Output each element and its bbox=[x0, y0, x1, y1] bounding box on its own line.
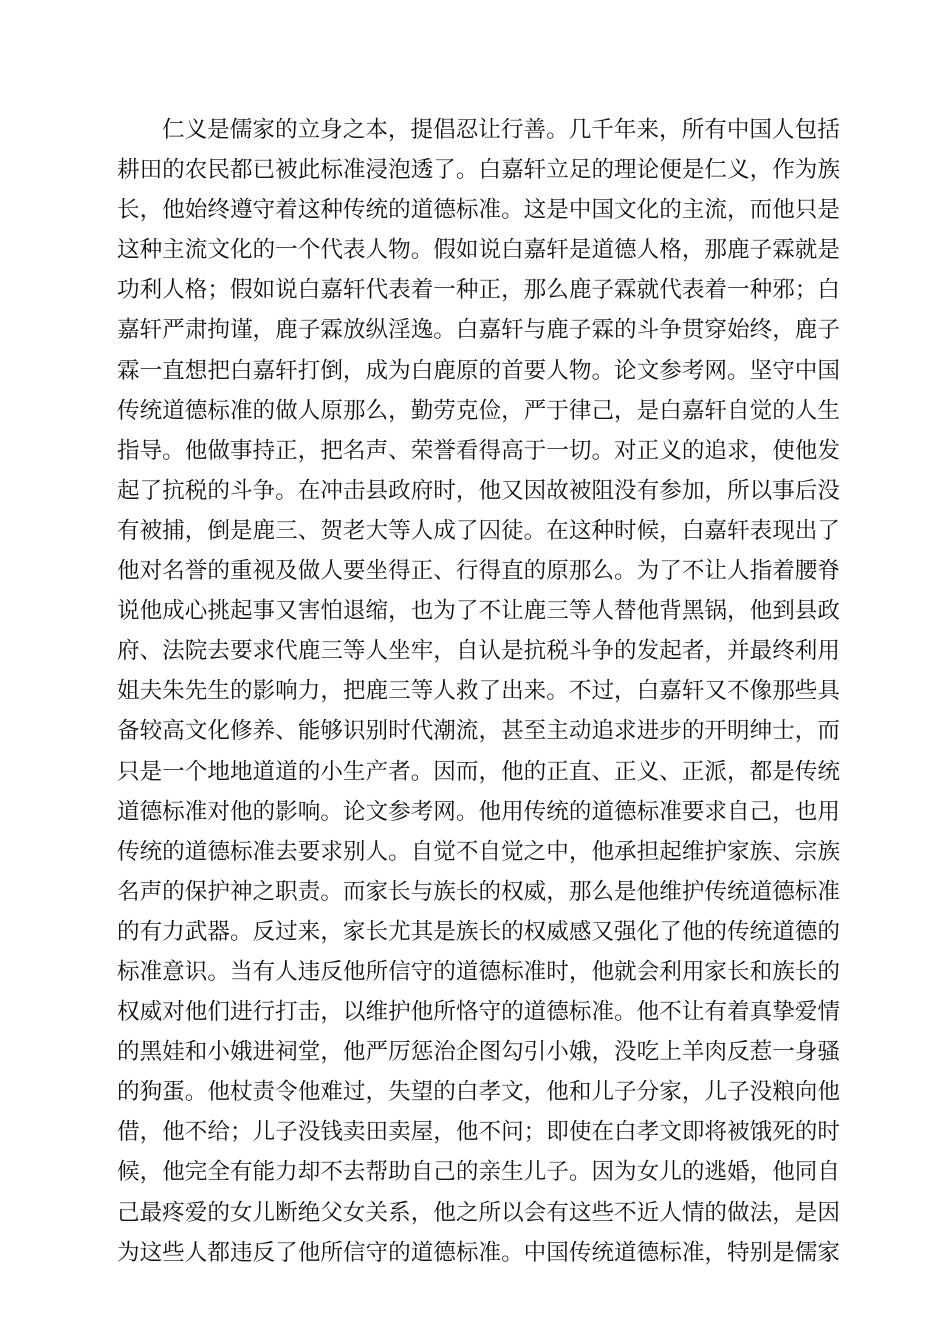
text-line: 借，他不给；儿子没钱卖田卖屋，他不问；即使在白孝文即将被饿死的时 bbox=[117, 1119, 840, 1146]
text-line: 这种主流文化的一个代表人物。假如说白嘉轩是道德人格，那鹿子霖就是 bbox=[117, 237, 840, 264]
text-line: 标准意识。当有人违反他所信守的道德标准时，他就会利用家长和族长的 bbox=[117, 958, 840, 985]
text-line: 指导。他做事持正，把名声、荣誉看得高于一切。对正义的追求，使他发 bbox=[117, 437, 840, 464]
text-line: 名声的保护神之职责。而家长与族长的权威，那么是他维护传统道德标准 bbox=[117, 878, 840, 905]
text-line: 的黑娃和小娥进祠堂，他严厉惩治企图勾引小娥，没吃上羊肉反惹一身骚 bbox=[117, 1039, 840, 1066]
text-line: 嘉轩严肃拘谨，鹿子霖放纵淫逸。白嘉轩与鹿子霖的斗争贯穿始终，鹿子 bbox=[117, 317, 840, 344]
text-line: 长，他始终遵守着这种传统的道德标准。这是中国文化的主流，而他只是 bbox=[117, 197, 840, 224]
text-line: 的狗蛋。他杖责令他难过，失望的白孝文，他和儿子分家，儿子没粮向他 bbox=[117, 1079, 840, 1106]
text-line: 道德标准对他的影响。论文参考网。他用传统的道德标准要求自己，也用 bbox=[117, 798, 840, 825]
text-line: 只是一个地地道道的小生产者。因而，他的正直、正义、正派，都是传统 bbox=[117, 758, 840, 785]
text-line: 为这些人都违反了他所信守的道德标准。中国传统道德标准，特别是儒家 bbox=[117, 1239, 840, 1266]
text-line: 候，他完全有能力却不去帮助自己的亲生儿子。因为女儿的逃婚，他同自 bbox=[117, 1159, 840, 1186]
text-line: 霖一直想把白嘉轩打倒，成为白鹿原的首要人物。论文参考网。坚守中国 bbox=[117, 357, 840, 384]
text-line: 传统道德标准的做人原那么，勤劳克俭，严于律己，是白嘉轩自觉的人生 bbox=[117, 397, 840, 424]
text-line: 姐夫朱先生的影响力，把鹿三等人救了出来。不过，白嘉轩又不像那些具 bbox=[117, 678, 840, 705]
text-line: 己最疼爱的女儿断绝父女关系，他之所以会有这些不近人情的做法，是因 bbox=[117, 1199, 840, 1226]
text-line: 功利人格；假如说白嘉轩代表着一种正，那么鹿子霖就代表着一种邪；白 bbox=[117, 277, 840, 304]
text-line: 的有力武器。反过来，家长尤其是族长的权威感又强化了他的传统道德的 bbox=[117, 918, 840, 945]
text-line: 传统的道德标准去要求别人。自觉不自觉之中，他承担起维护家族、宗族 bbox=[117, 838, 840, 865]
text-line: 权威对他们进行打击，以维护他所恪守的道德标准。他不让有着真挚爱情 bbox=[117, 999, 840, 1026]
text-line: 有被捕，倒是鹿三、贺老大等人成了囚徒。在这种时候，白嘉轩表现出了 bbox=[117, 517, 840, 544]
text-line: 说他成心挑起事又害怕退缩，也为了不让鹿三等人替他背黑锅，他到县政 bbox=[117, 598, 840, 625]
text-line: 备较高文化修养、能够识别时代潮流，甚至主动追求进步的开明绅士，而 bbox=[117, 718, 840, 745]
text-line: 他对名誉的重视及做人要坐得正、行得直的原那么。为了不让人指着腰脊 bbox=[117, 558, 840, 585]
body-paragraph bbox=[117, 110, 840, 1273]
text-line: 耕田的农民都已被此标准浸泡透了。白嘉轩立足的理论便是仁义，作为族 bbox=[117, 157, 840, 184]
text-line: 府、法院去要求代鹿三等人坐牢，自认是抗税斗争的发起者，并最终利用 bbox=[117, 638, 840, 665]
text-line: 仁义是儒家的立身之本，提倡忍让行善。几千年来，所有中国人包括 bbox=[162, 117, 840, 143]
text-line: 起了抗税的斗争。在冲击县政府时，他又因故被阻没有参加，所以事后没 bbox=[117, 477, 840, 504]
